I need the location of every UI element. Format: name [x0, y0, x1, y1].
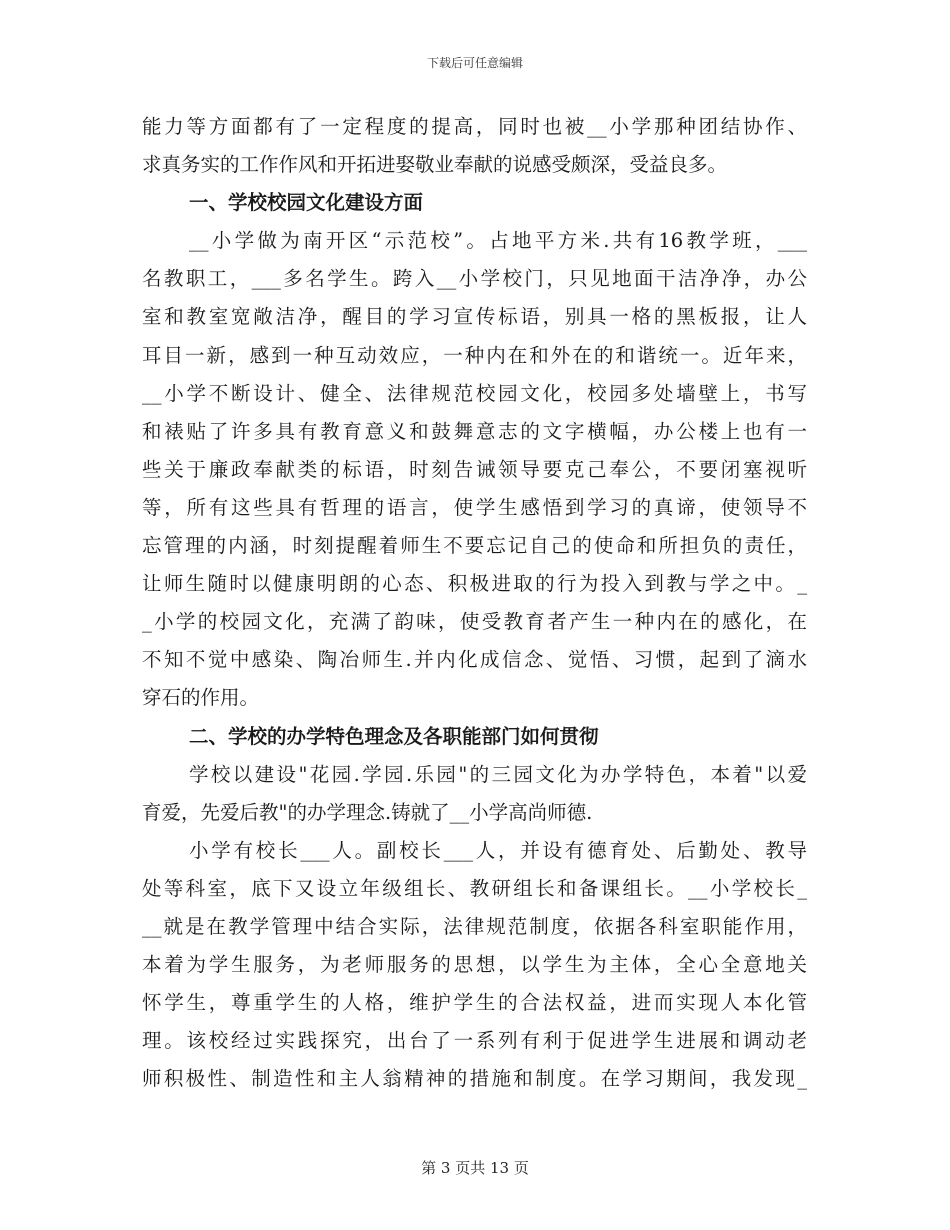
body-line: 室和教室宽敞洁净，醒目的学习宣传标语，别具一格的黑板报，让人 [142, 305, 807, 329]
body-line: 学校以建设"花园.学园.乐园"的三园文化为办学特色，本着"以爱 [189, 762, 807, 786]
section-heading-1: 一、学校校园文化建设方面 [189, 191, 424, 215]
section-heading-2: 二、学校的办学特色理念及各职能部门如何贯彻 [189, 724, 599, 748]
body-line: 让师生随时以健康明朗的心态、积极进取的行为投入到教与学之中。_ [142, 572, 807, 596]
body-line: 些关于廉政奉献类的标语，时刻告诫领导要克己奉公，不要闭塞视听 [142, 457, 807, 481]
body-line: 不知不觉中感染、陶冶师生.并内化成信念、觉悟、习惯，起到了滴水 [142, 648, 807, 672]
body-line: 能力等方面都有了一定程度的提高，同时也被__小学那种团结协作、 [142, 115, 807, 138]
body-line: 育爱，先爱后教"的办学理念.铸就了__小学高尚师德. [142, 800, 593, 824]
body-line: 耳目一新，感到一种互动效应，一种内在和外在的和谐统一。近年来， [142, 343, 807, 367]
body-line: 和裱贴了许多具有教育意义和鼓舞意志的文字横幅，办公楼上也有一 [142, 419, 807, 443]
body-line: 等，所有这些具有哲理的语言，使学生感悟到学习的真谛，使领导不 [142, 495, 807, 519]
body-line: 师积极性、制造性和主人翁精神的措施和制度。在学习期间，我发现_ [142, 1067, 807, 1091]
body-line: 本着为学生服务，为老师服务的思想，以学生为主体，全心全意地关 [142, 953, 807, 977]
body-line: 小学有校长___人。副校长___人，并设有德育处、后勤处、教导 [189, 838, 807, 862]
page-header: 下载后可任意编辑 [426, 56, 523, 70]
body-line: 求真务实的工作作风和开拓进娶敬业奉献的说感受颇深，受益良多。 [142, 153, 728, 177]
body-line: __就是在教学管理中结合实际，法律规范制度，依据各科室职能作用， [142, 914, 807, 938]
body-line: 怀学生，尊重学生的人格，维护学生的合法权益，进而实现人本化管 [142, 991, 807, 1015]
body-line: __小学不断设计、健全、法律规范校园文化，校园多处墙壁上，书写 [142, 381, 807, 405]
document-body [142, 108, 807, 1098]
body-line: _小学的校园文化，充满了韵味，使受教育者产生一种内在的感化，在 [142, 610, 807, 634]
body-line: 处等科室，底下又设立年级组长、教研组长和备课组长。__小学校长_ [142, 876, 807, 900]
body-line: 名教职工，___多名学生。跨入__小学校门，只见地面干洁净净，办公 [142, 267, 807, 291]
body-line: 忘管理的内涵，时刻提醒着师生不要忘记自己的使命和所担负的责任， [142, 534, 807, 558]
body-line: 理。该校经过实践探究，出台了一系列有利于促进学生进展和调动老 [142, 1029, 807, 1053]
page-footer: 第 3 页共 13 页 [421, 1159, 529, 1177]
body-line: __小学做为南开区“示范校”。占地平方米.共有16教学班，___ [189, 229, 807, 253]
body-line: 穿石的作用。 [142, 686, 260, 710]
